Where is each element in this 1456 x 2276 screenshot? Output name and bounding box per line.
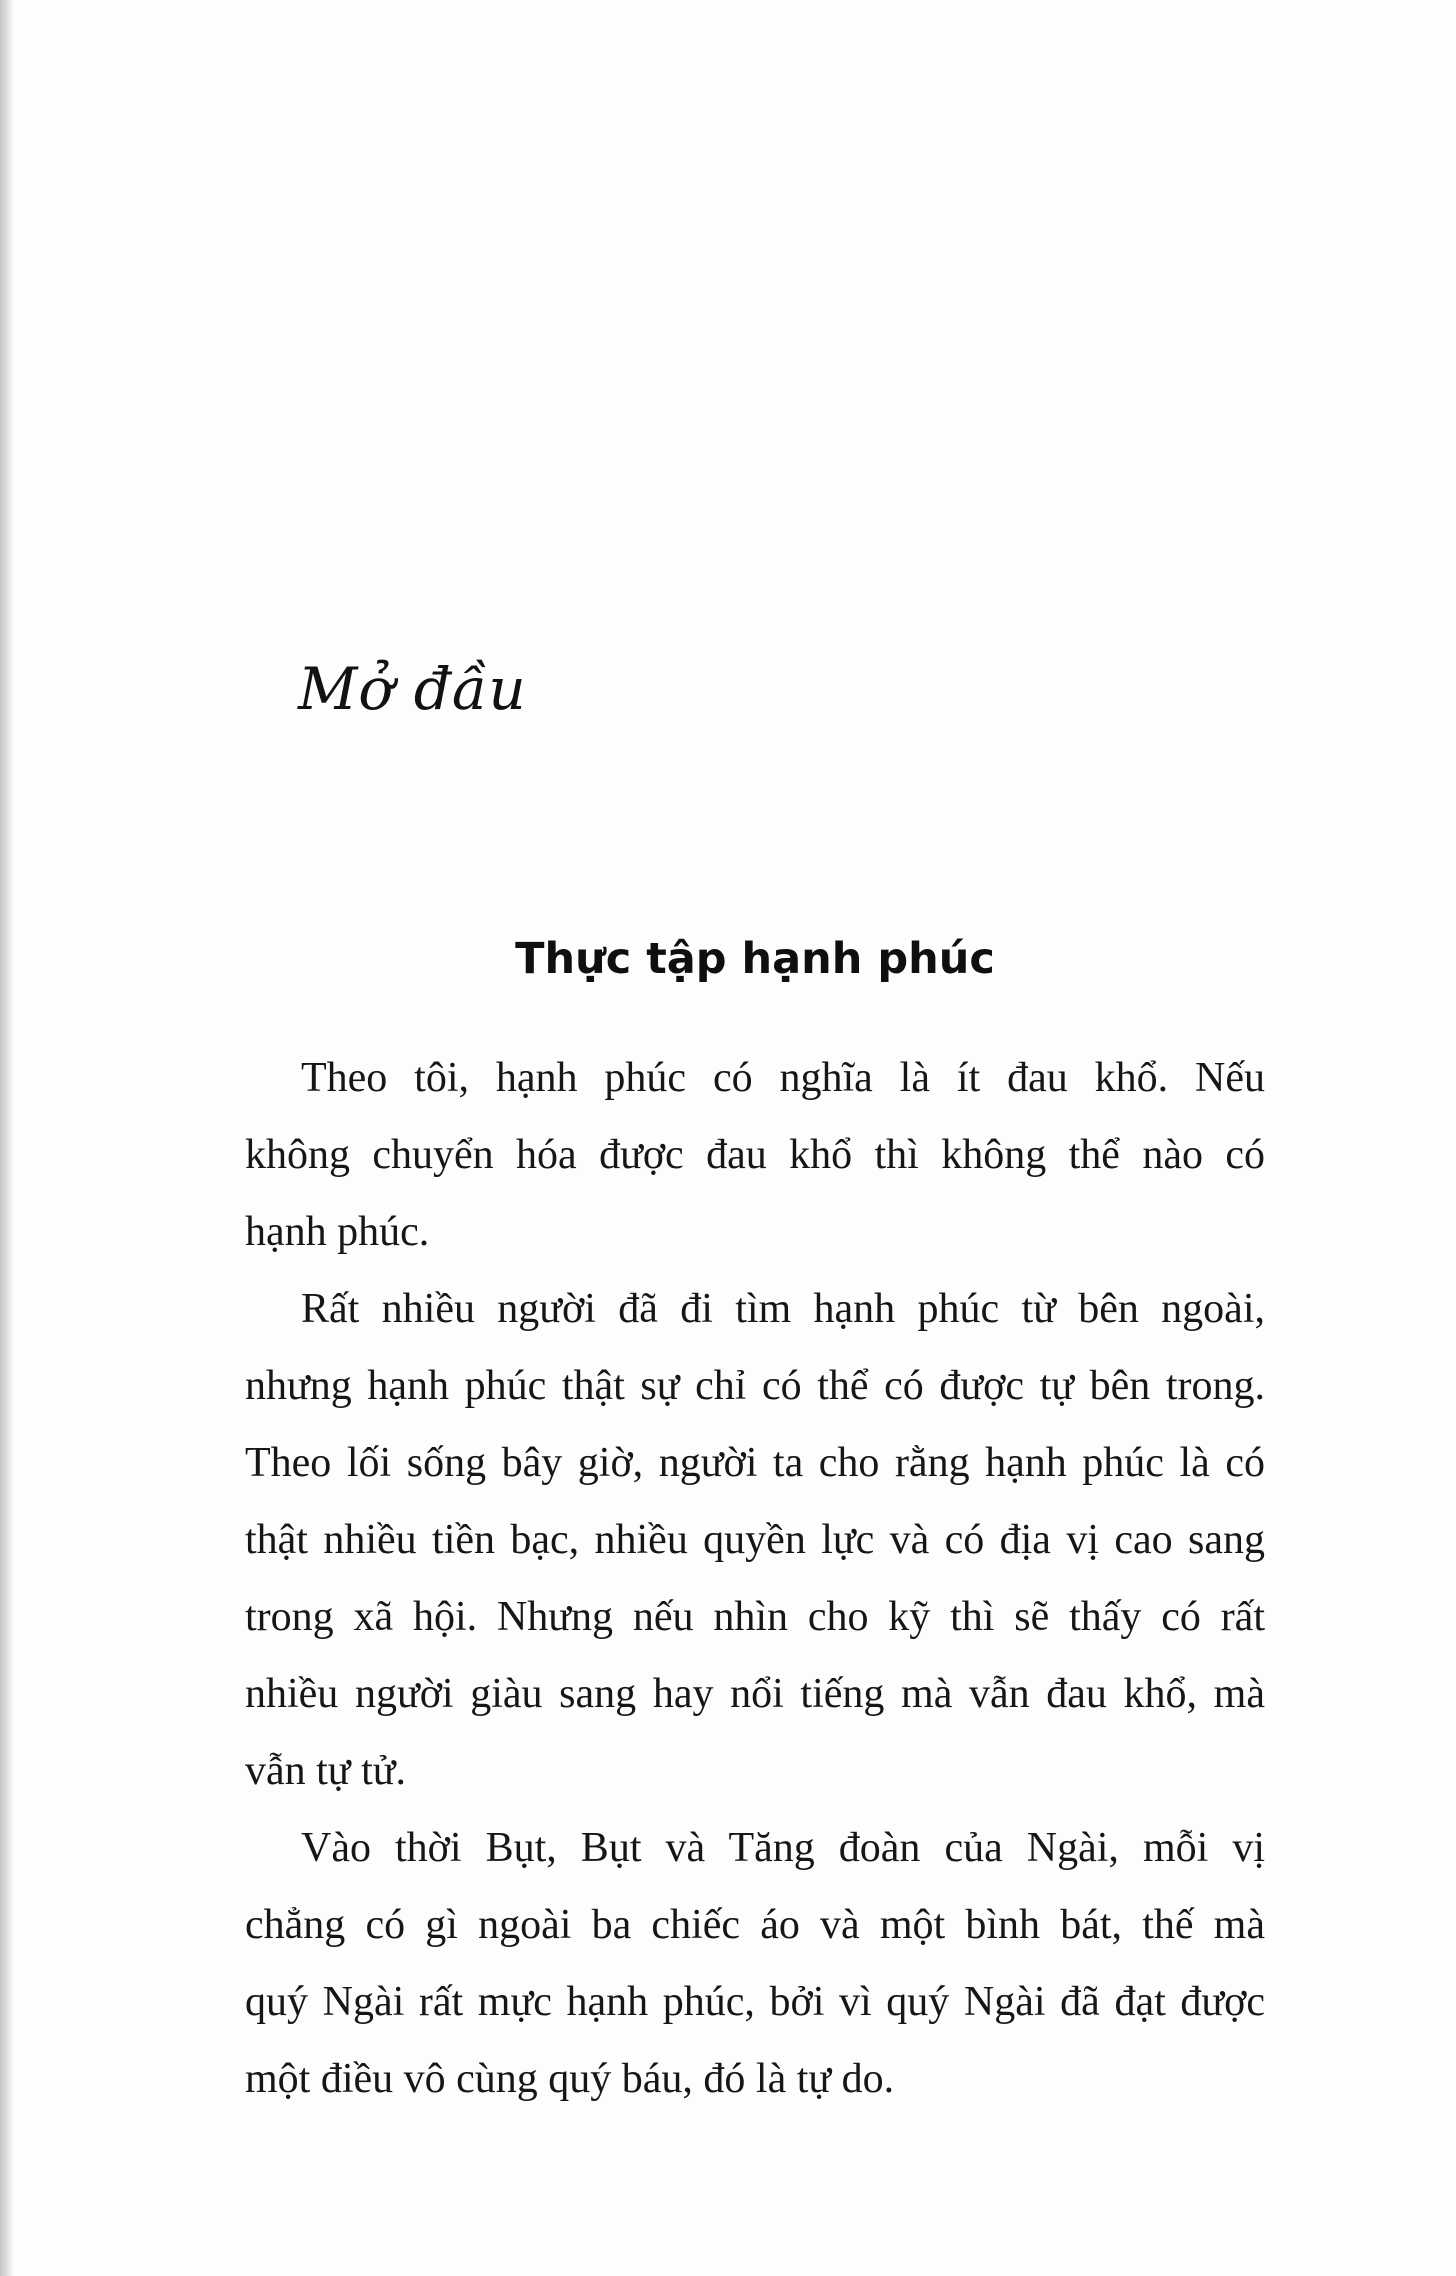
text-line: Theo lối sống bây giờ, người ta cho rằng hạnh phúc là có: [245, 1440, 1265, 1486]
paragraph: [245, 1810, 1265, 2118]
text-line: thật nhiều tiền bạc, nhiều quyền lực và có địa vị cao sang: [245, 1517, 1265, 1563]
text-line: chẳng có gì ngoài ba chiếc áo và một bình bát, thế mà: [245, 1902, 1265, 1948]
text-line: nhưng hạnh phúc thật sự chỉ có thể có được tự bên trong.: [245, 1363, 1265, 1409]
text-line: Rất nhiều người đã đi tìm hạnh phúc từ bên ngoài,: [301, 1286, 1265, 1332]
text-line: quý Ngài rất mực hạnh phúc, bởi vì quý Ngài đã đạt được: [245, 1979, 1265, 2025]
body-text: [245, 1040, 1265, 2118]
text-line: Theo tôi, hạnh phúc có nghĩa là ít đau khổ. Nếu: [301, 1055, 1265, 1101]
spine-shadow: [0, 0, 14, 2276]
text-line: vẫn tự tử.: [245, 1748, 407, 1794]
chapter-heading: Mở đầu: [298, 655, 527, 723]
section-title: Thực tập hạnh phúc: [515, 934, 995, 984]
text-line: Vào thời Bụt, Bụt và Tăng đoàn của Ngài, mỗi vị: [301, 1825, 1265, 1871]
text-line: không chuyển hóa được đau khổ thì không thể nào có: [245, 1132, 1265, 1178]
paragraph: [245, 1040, 1265, 1271]
text-line: trong xã hội. Nhưng nếu nhìn cho kỹ thì sẽ thấy có rất: [245, 1594, 1265, 1640]
text-line: hạnh phúc.: [245, 1209, 430, 1255]
text-line: một điều vô cùng quý báu, đó là tự do.: [245, 2056, 895, 2102]
paragraph: [245, 1271, 1265, 1810]
text-line: nhiều người giàu sang hay nổi tiếng mà vẫn đau khổ, mà: [245, 1671, 1265, 1717]
